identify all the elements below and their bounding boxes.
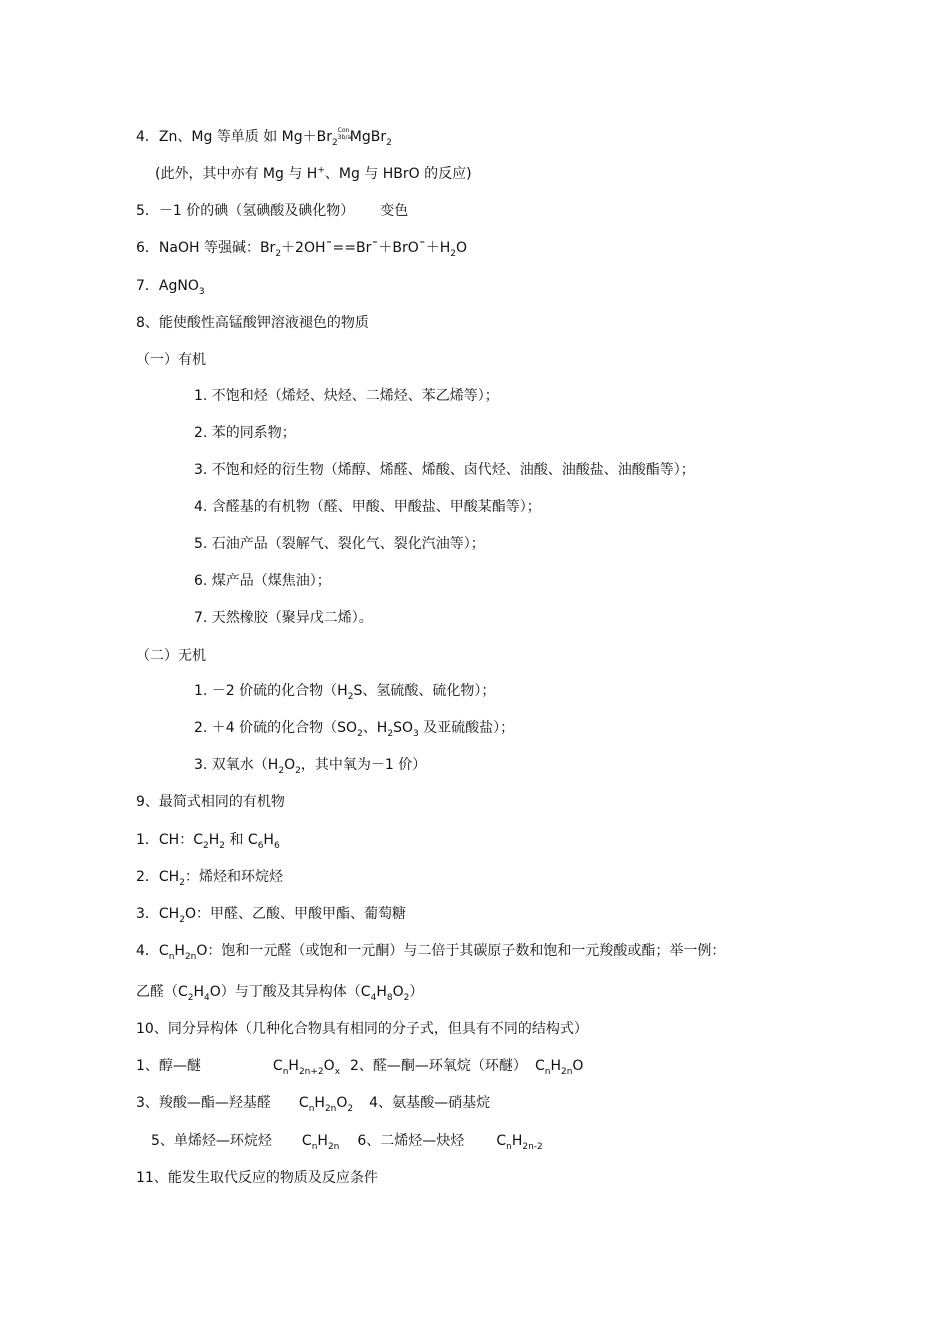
list-item: 5、单烯烃—环烷烃 $C_nH_{2n}$ 6、二烯烃—炔烃 $C_nH_{2n-2}$ xyxy=(151,1133,543,1152)
list-item: 2．$CH_2$：烯烃和环烷烃 xyxy=(136,869,283,888)
section-heading-11: 11、能发生取代反应的物质及反应条件 xyxy=(136,1170,378,1186)
reaction-condition-mark: Con 3b/a xyxy=(337,127,352,141)
list-item: 4．$C_nH_{2n}O$：饱和一元醛（或饱和一元酮）与二倍于其碳原子数和饱和一元羧酸或酯；举一例： xyxy=(136,943,726,962)
list-item: 3. 双氧水（$H_2O_2$，其中氧为－1 价） xyxy=(194,757,427,776)
list-item: 1．CH：$C_2H_2$ 和 $C_6H_6$ xyxy=(136,832,280,851)
list-item: 3、羧酸—酯—羟基醛 $C_nH_{2n}O_2$ 4、氨基酸—硝基烷 xyxy=(136,1095,491,1114)
list-item: 7. 天然橡胶（聚异戊二烯）。 xyxy=(194,610,373,626)
list-item: 3．$CH_2O$：甲醛、乙酸、甲酸甲酯、葡萄糖 xyxy=(136,906,406,925)
subheading-inorganic: （二）无机 xyxy=(136,648,206,664)
list-item: 1. 不饱和烃（烯烃、炔烃、二烯烃、苯乙烯等）； xyxy=(194,388,499,404)
list-item: 3. 不饱和烃的衍生物（烯醇、烯醛、烯酸、卤代烃、油酸、油酸盐、油酸酯等）； xyxy=(194,462,695,478)
list-item: 1. －2 价硫的化合物（$H_2S$、氢硫酸、硫化物）； xyxy=(194,683,496,702)
line-naoh: 6．NaOH 等强碱：$Br_2+2OH¯==Br¯+BrO¯+H_2O$ xyxy=(136,240,468,259)
list-item: 1、醇—醚 $C_nH_{2n+2}O_x$ 2、醛—酮—环氧烷（环醚） $C_nH_{2n}O$ xyxy=(136,1058,584,1077)
list-item: 6. 煤产品（煤焦油）； xyxy=(194,573,331,589)
formula: $C_nH_{2n+2}O_x$ xyxy=(272,1058,341,1077)
formula: $C_nH_{2n}O$ xyxy=(534,1058,584,1077)
formula: $C_nH_{2n}$ xyxy=(301,1133,340,1152)
list-item: 2. 苯的同系物； xyxy=(194,425,296,441)
list-item: 2. ＋4 价硫的化合物（$SO_2$、$H_2SO_3$ 及亚硫酸盐）； xyxy=(194,720,515,739)
line-iodide: 5．－1 价的碘（氢碘酸及碘化物） 变色 xyxy=(136,203,409,219)
list-item-continuation: 乙醛$(C_2H_4O)$与丁酸及其异构体$(C_4H_8O_2)$ xyxy=(136,984,424,1003)
subheading-organic: （一）有机 xyxy=(136,352,206,368)
section-heading-10: 10、同分异构体（几种化合物具有相同的分子式，但具有不同的结构式） xyxy=(136,1021,588,1037)
section-heading-9: 9、最简式相同的有机物 xyxy=(136,794,285,810)
formula: $C_nH_{2n}O_2$ xyxy=(298,1095,354,1114)
list-item: 4. 含醛基的有机物（醛、甲酸、甲酸盐、甲酸某酯等）； xyxy=(194,499,541,515)
formula: $C_nH_{2n-2}$ xyxy=(496,1133,543,1152)
line-zn-mg: 4．Zn、Mg 等单质 如 $Mg+Br_2$ Con 3b/a MgBr$_2$ xyxy=(136,127,392,148)
list-item: 5. 石油产品（裂解气、裂化气、裂化汽油等）； xyxy=(194,536,485,552)
line-note: (此外，其中亦有 Mg 与 H+、Mg 与 HBrO 的反应) xyxy=(155,165,472,182)
line-agno3: 7．AgNO$_3$ xyxy=(136,278,205,297)
section-heading-8: 8、能使酸性高锰酸钾溶液褪色的物质 xyxy=(136,315,369,331)
